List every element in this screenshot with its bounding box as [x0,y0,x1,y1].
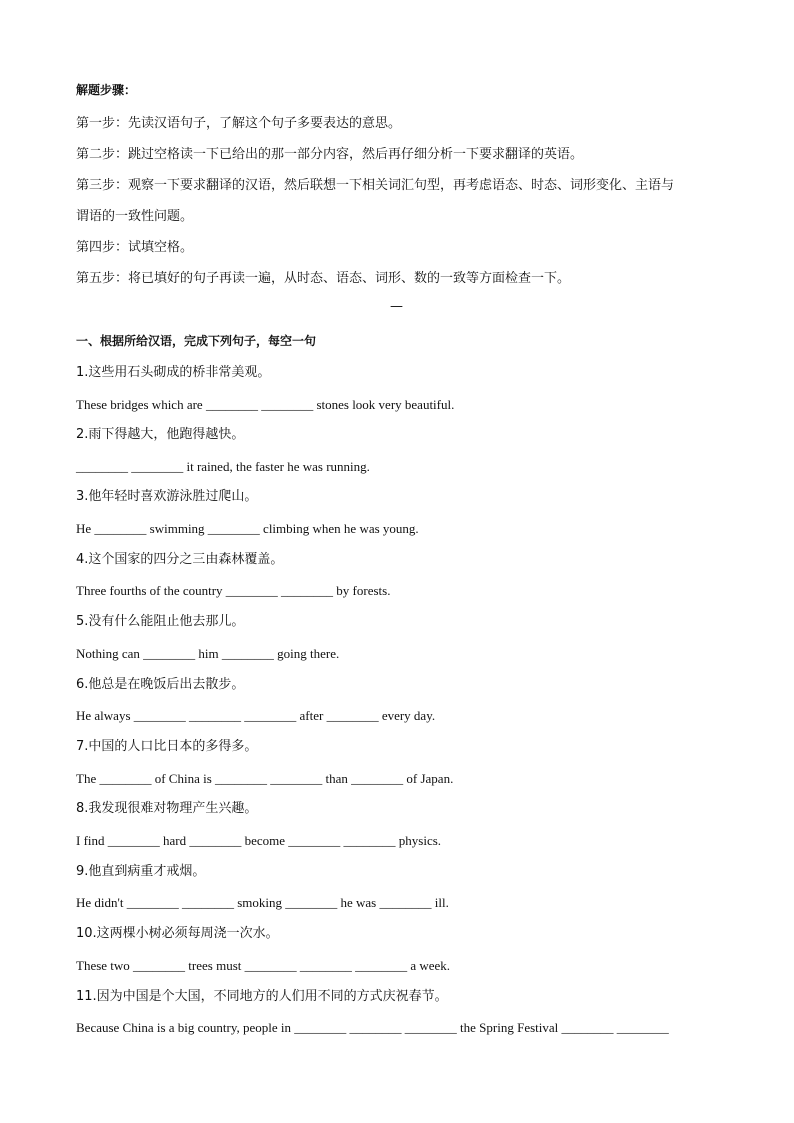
step-3: 第三步：观察一下要求翻译的汉语，然后联想一下相关词汇句型，再考虑语态、时态、词形变化、主语与 [76,178,675,193]
question-cn: 1.这些用石头砌成的桥非常美观。 [76,365,271,380]
question-en: He always ________ ________ ________ after ________ every day. [76,708,436,723]
question-cn: 4.这个国家的四分之三由森林覆盖。 [76,552,284,567]
step-3-continued: 谓语的一致性问题。 [76,209,194,224]
page-divider-mark: — [390,299,403,314]
question-cn: 2.雨下得越大，他跑得越快。 [76,427,245,442]
question-en: Because China is a big country, people in ________ ________ ________ the Spring Festival ________ ________ [76,1020,669,1035]
question-cn: 6.他总是在晚饭后出去散步。 [76,677,245,692]
question-cn: 7.中国的人口比日本的多得多。 [76,739,258,754]
question-en: These two ________ trees must ________ ________ ________ a week. [76,958,451,973]
question-en: The ________ of China is ________ ________ than ________ of Japan. [76,771,454,786]
question-en: He ________ swimming ________ climbing when he was young. [76,521,419,536]
step-4: 第四步：试填空格。 [76,240,194,255]
question-en: These bridges which are ________ ________ stones look very beautiful. [76,397,455,412]
section-heading: 一、根据所给汉语，完成下列句子，每空一句 [76,334,317,348]
question-en: I find ________ hard ________ become ________ ________ physics. [76,833,442,848]
question-cn: 8.我发现很难对物理产生兴趣。 [76,801,258,816]
step-5: 第五步：将已填好的句子再读一遍，从时态、语态、词形、数的一致等方面检查一下。 [76,271,571,286]
question-en: Nothing can ________ him ________ going there. [76,646,340,661]
question-cn: 10.这两棵小树必须每周浇一次水。 [76,926,279,941]
question-en: ________ ________ it rained, the faster he was running. [76,459,370,474]
step-1: 第一步：先读汉语句子，了解这个句子多要表达的意思。 [76,116,402,131]
steps-title: 解题步骤： [76,83,137,97]
step-2: 第二步：跳过空格读一下已给出的那一部分内容，然后再仔细分析一下要求翻译的英语。 [76,147,584,162]
question-cn: 3.他年轻时喜欢游泳胜过爬山。 [76,489,258,504]
question-en: Three fourths of the country ________ ________ by forests. [76,583,391,598]
question-cn: 9.他直到病重才戒烟。 [76,864,206,879]
question-cn: 11.因为中国是个大国，不同地方的人们用不同的方式庆祝春节。 [76,989,448,1004]
question-en: He didn't ________ ________ smoking ________ he was ________ ill. [76,895,449,910]
question-cn: 5.没有什么能阻止他去那儿。 [76,614,245,629]
